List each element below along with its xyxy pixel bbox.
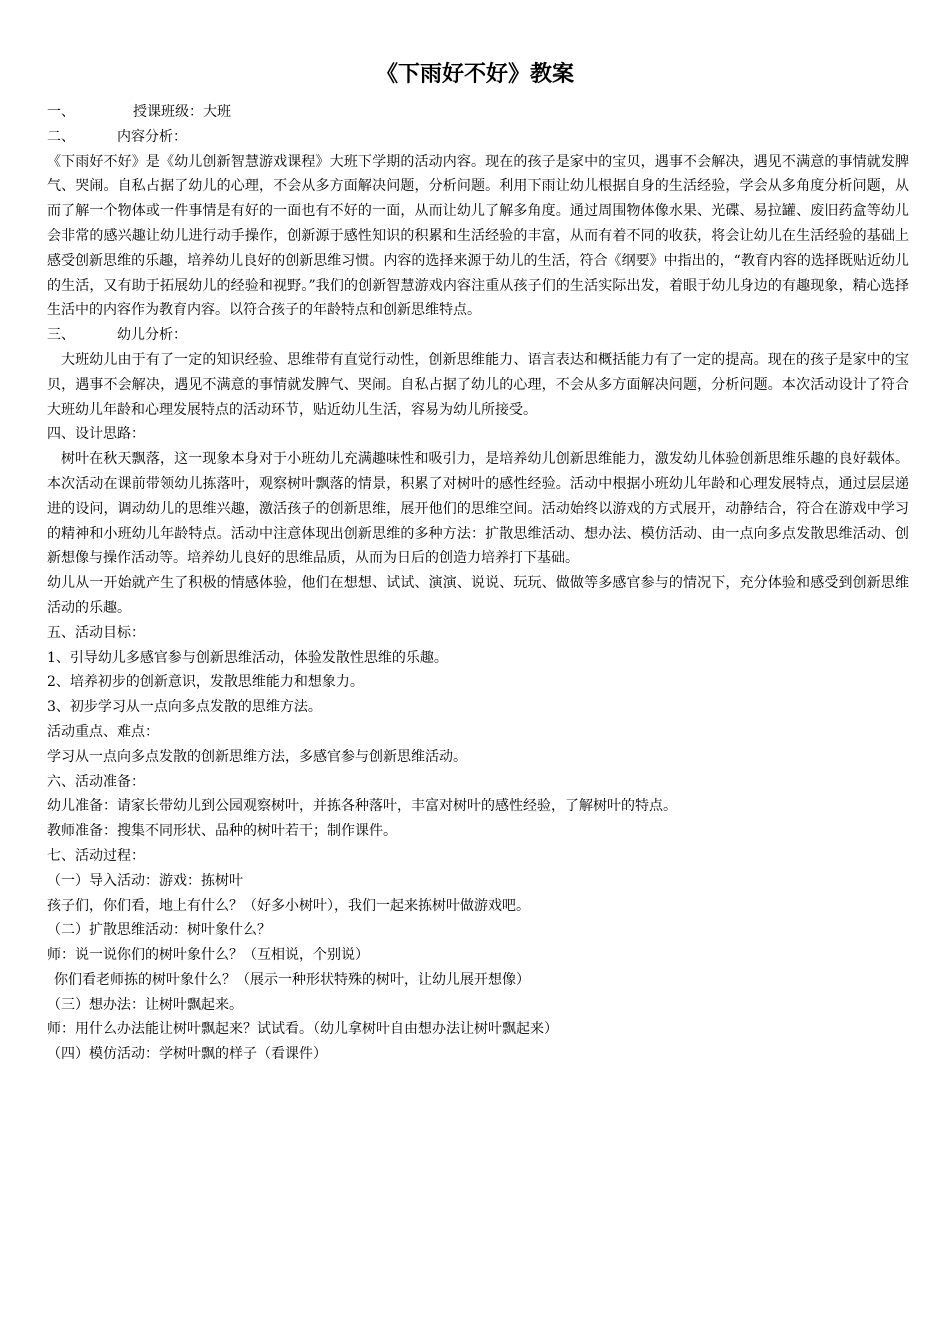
section-3-paragraph: 大班幼儿由于有了一定的知识经验、思维带有直觉行动性，创新思维能力、语言表达和概括能力有了一定的提高。现在的孩子是家中的宝贝，遇事不会解决，遇见不满意的事情就发脾气、哭闹。自私占据了幼儿的心理，不会从多方面解决问题，分析问题。本次活动设计了符合大班幼儿年龄和心理发展特点的活动环节，贴近幼儿生活，容易为幼儿所接受。 [47,351,909,418]
section-2-paragraph: 《下雨好不好》是《幼儿创新智慧游戏课程》大班下学期的活动内容。现在的孩子是家中的宝贝，遇事不会解决，遇见不满意的事情就发脾气、哭闹。自私占据了幼儿的心理，不会从多方面解决问题，分析问题。利用下雨让幼儿根据自身的生活经验，学会从多角度分析问题，从而了解一个物体或一件事情是有好的一面也有不好的一面，从而让幼儿了解多角度。通过周围物体像水果、光碟、易拉罐、废旧药盒等幼儿会非常的感兴趣让幼儿进行动手操作，创新源于感性知识的积累和生活经验的丰富，从而有着不同的收获，将会让幼儿在生活经验的基础上感受创新思维的乐趣，培养幼儿良好的创新思维习惯。内容的选择来源于幼儿的生活，符合《纲要》中指出的，“教育内容的选择既贴近幼儿的生活，又有助于拓展幼儿的经验和视野。”我们的创新智慧游戏内容注重从孩子们的生活实际出发，着眼于幼儿身边的有趣现象，精心选择生活中的内容作为教育内容。以符合孩子的年龄特点和创新思维特点。 [47,153,909,319]
section-4-paragraph-1: 树叶在秋天飘落，这一现象本身对于小班幼儿充满趣味性和吸引力，是培养幼儿创新思维能力，激发幼儿体验创新思维乐趣的良好载体。本次活动在课前带领幼儿拣落叶，观察树叶飘落的情景，积累了对树叶的感性经验。活动中根据小班幼儿年龄和心理发展特点，通过层层递进的设问，调动幼儿的思维兴趣，激活孩子的创新思维，展开他们的思维空间。活动始终以游戏的方式展开，动静结合，符合在游戏中学习的精神和小班幼儿年龄特点。活动中注意体现出创新思维的多种方法：扩散思维活动、想办法、模仿活动、由一点向多点发散思维活动、创新想像与操作活动等。培养幼儿良好的思维品质，从而为日后的创造力培养打下基础。 [47,451,909,567]
process-line: （三）想办法：让树叶飘起来。 [47,996,243,1013]
goal-item: 1、引导幼儿多感官参与创新思维活动，体验发散性思维的乐趣。 [47,649,448,666]
section-2-number: 二、 [47,128,75,145]
section-6-heading: 六、活动准备： [47,773,145,790]
process-line: 孩子们，你们看，地上有什么？（好多小树叶），我们一起来拣树叶做游戏吧。 [47,897,530,914]
section-3-heading [47,323,909,348]
key-points-heading: 活动重点、难点： [47,723,159,740]
process-line: （一）导入活动：游戏：拣树叶 [47,872,243,889]
process-line: 你们看老师拣的树叶象什么？（展示一种形状特殊的树叶，让幼儿展开想像） [54,971,530,988]
section-1-text: 授课班级：大班 [133,104,231,120]
goal-item: 3、初步学习从一点向多点发散的思维方法。 [47,699,322,716]
section-3-number: 三、 [47,327,75,344]
goal-item: 2、培养初步的创新意识，发散思维能力和想象力。 [47,674,364,691]
section-3-text: 幼儿分析： [117,327,187,344]
document-body [47,100,909,1067]
section-7-heading: 七、活动过程： [47,847,145,864]
process-line: 师：用什么办法能让树叶飘起来？试试看。（幼儿拿树叶自由想办法让树叶飘起来） [47,1021,558,1038]
teacher-preparation: 教师准备：搜集不同形状、品种的树叶若干；制作课件。 [47,823,397,840]
process-line: （四）模仿活动：学树叶飘的样子（看课件） [47,1046,327,1063]
page-title: 《下雨好不好》教案 [375,61,574,87]
section-2-heading [47,125,909,150]
key-points-text: 学习从一点向多点发散的创新思维方法，多感官参与创新思维活动。 [47,748,467,765]
section-1-number: 一、 [47,104,75,120]
child-preparation: 幼儿准备：请家长带幼儿到公园观察树叶，并拣各种落叶，丰富对树叶的感性经验，了解树叶的特点。 [47,798,677,815]
section-5-heading: 五、活动目标： [47,624,145,641]
process-line: 师：说一说你们的树叶象什么？（互相说，个别说） [47,947,369,964]
section-1-heading [47,100,909,125]
section-4-paragraph-2: 幼儿从一开始就产生了积极的情感体验，他们在想想、试试、演演、说说、玩玩、做做等多感官参与的情况下，充分体验和感受到创新思维活动的乐趣。 [47,575,909,616]
section-4-heading: 四、设计思路： [47,426,145,443]
section-2-text: 内容分析： [117,128,187,145]
process-line: （二）扩散思维活动：树叶象什么？ [47,922,271,939]
